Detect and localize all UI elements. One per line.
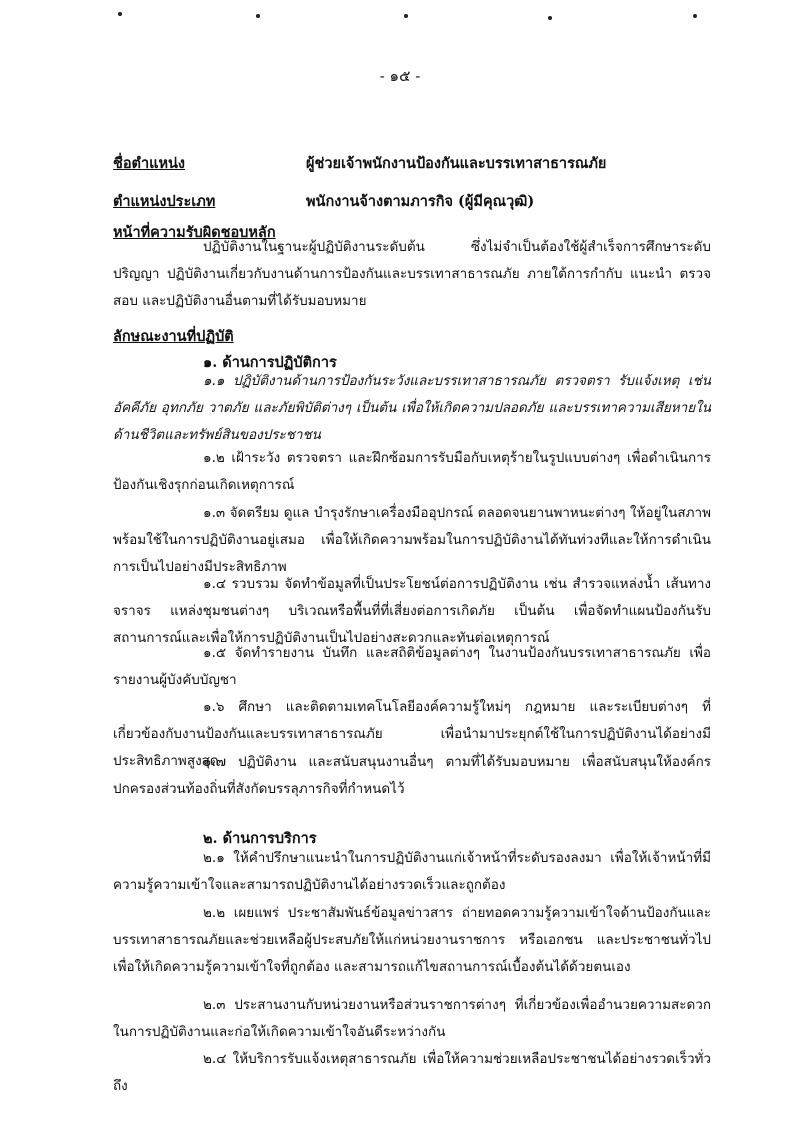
- section1-item-6: ๑.๖ ศึกษา และติดตามเทคโนโลยีองค์ความรู้ใหม่ๆ กฎหมาย และระเบียบต่างๆ ที่เกี่ยวข้องกับงานป้องกันและบรรเทาสาธารณภัย เพื่อนำมาประยุกต์ใช้ในการปฏิบัติงานได้อย่างมีประสิทธิภาพสูงสุด: [113, 699, 711, 769]
- position-type-value: พนักงานจ้างตามภารกิจ (ผู้มีคุณวุฒิ): [306, 193, 535, 210]
- section1-item-2: ๑.๒ เฝ้าระวัง ตรวจตรา และฝึกซ้อมการรับมือกับเหตุร้ายในรูปแบบต่างๆ เพื่อดำเนินการป้องกันเชิงรุกก่อนเกิดเหตุการณ์: [113, 450, 711, 493]
- section2-item-1: ๒.๑ ให้คำปรึกษาแนะนำในการปฏิบัติงานแก่เจ้าหน้าที่ระดับรองลงมา เพื่อให้เจ้าหน้าที่มีความรู้ความเข้าใจและสามารถปฏิบัติงานได้อย่างรวดเร็วและถูกต้อง: [113, 850, 711, 893]
- main-duties-text: ปฏิบัติงานในฐานะผู้ปฏิบัติงานระดับต้น ซึ่งไม่จำเป็นต้องใช้ผู้สำเร็จการศึกษาระดับปริญญา ปฏิบัติงานเกี่ยวกับงานด้านการป้องกันและบรรเทาสาธารณภัย ภายใต้การกำกับ แนะนำ ตรวจสอบ และปฏิบัติงานอื่นตามที่ได้รับมอบหมาย: [113, 239, 711, 309]
- section2-item-2: ๒.๒ เผยแพร่ ประชาสัมพันธ์ข้อมูลข่าวสาร ถ่ายทอดความรู้ความเข้าใจด้านป้องกันและบรรเทาสาธารณภัยและช่วยเหลือผู้ประสบภัยให้แก่หน่วยงานราชการ หรือเอกชน และประชาชนทั่วไป เพื่อให้เกิดความรู้ความเข้าใจที่ถูกต้อง และสามารถแก้ไขสถานการณ์เบื้องต้นได้ด้วยตนเอง: [113, 905, 711, 975]
- section1-heading: ๑. ด้านการปฏิบัติการ: [203, 354, 337, 371]
- position-name-label: ชื่อตำแหน่ง: [113, 155, 186, 172]
- scan-speck: [404, 14, 408, 18]
- section2-item-3: ๒.๓ ประสานงานกับหน่วยงานหรือส่วนราชการต่างๆ ที่เกี่ยวข้องเพื่ออำนวยความสะดวกในการปฏิบัติงานและก่อให้เกิดความเข้าใจอันดีระหว่างกัน: [113, 997, 711, 1040]
- section1-item-3: ๑.๓ จัดตรียม ดูแล บำรุงรักษาเครื่องมืออุปกรณ์ ตลอดจนยานพาหนะต่างๆ ให้อยู่ในสภาพพร้อมใช้ในการปฏิบัติงานอยู่เสมอ เพื่อให้เกิดความพร้อมในการปฏิบัติงานได้ทันท่วงทีและให้การดำเนินการเป็นไปอย่างมีประสิทธิภาพ: [113, 505, 711, 575]
- section1-item-4: ๑.๔ รวบรวม จัดทำข้อมูลที่เป็นประโยชน์ต่อการปฏิบัติงาน เช่น สำรวจแหล่งน้ำ เส้นทางจราจร แหล่งชุมชนต่างๆ บริเวณหรือพื้นที่ที่เสี่ยงต่อการเกิดภัย เป็นต้น เพื่อจัดทำแผนป้องกันรับสถานการณ์และเพื่อให้การปฏิบัติงานเป็นไปอย่างสะดวกและทันต่อเหตุการณ์: [113, 576, 711, 646]
- section1-item-5: ๑.๕ จัดทำรายงาน บันทึก และสถิติข้อมูลต่างๆ ในงานป้องกันบรรเทาสาธารณภัย เพื่อรายงานผู้บังคับบัญชา: [113, 645, 711, 688]
- position-name-value: ผู้ช่วยเจ้าพนักงานป้องกันและบรรเทาสาธารณภัย: [306, 155, 607, 172]
- section2-heading: ๒. ด้านการบริการ: [203, 830, 317, 847]
- scan-speck: [256, 14, 260, 18]
- section1-item-7: ๑.๗ ปฏิบัติงาน และสนับสนุนงานอื่นๆ ตามที่ได้รับมอบหมาย เพื่อสนับสนุนให้องค์กรปกครองส่วนท้องถิ่นที่สังกัดบรรลุภารกิจที่กำหนดไว้: [113, 754, 711, 797]
- position-type-label: ตำแหน่งประเภท: [113, 193, 216, 210]
- scan-speck: [118, 12, 122, 16]
- work-characteristics-heading: ลักษณะงานที่ปฏิบัติ: [113, 328, 234, 345]
- main-duties-heading: หน้าที่ความรับผิดชอบหลัก: [113, 224, 276, 241]
- scan-speck: [548, 16, 552, 20]
- scan-speck: [693, 14, 697, 18]
- page-number: - ๑๕ -: [379, 67, 421, 85]
- section1-item-1: ๑.๑ ปฏิบัติงานด้านการป้องกันระวังและบรรเทาสาธารณภัย ตรวจตรา รับแจ้งเหตุ เช่น อัคคีภัย อุทกภัย วาตภัย และภัยพิบัติต่างๆ เป็นต้น เพื่อให้เกิดความปลอดภัย และบรรเทาความเสียหายในด้านชีวิตและทรัพย์สินของประชาชน: [113, 373, 711, 443]
- section2-item-4: ๒.๔ ให้บริการรับแจ้งเหตุสาธารณภัย เพื่อให้ความช่วยเหลือประชาชนได้อย่างรวดเร็วทั่วถึง: [113, 1051, 711, 1094]
